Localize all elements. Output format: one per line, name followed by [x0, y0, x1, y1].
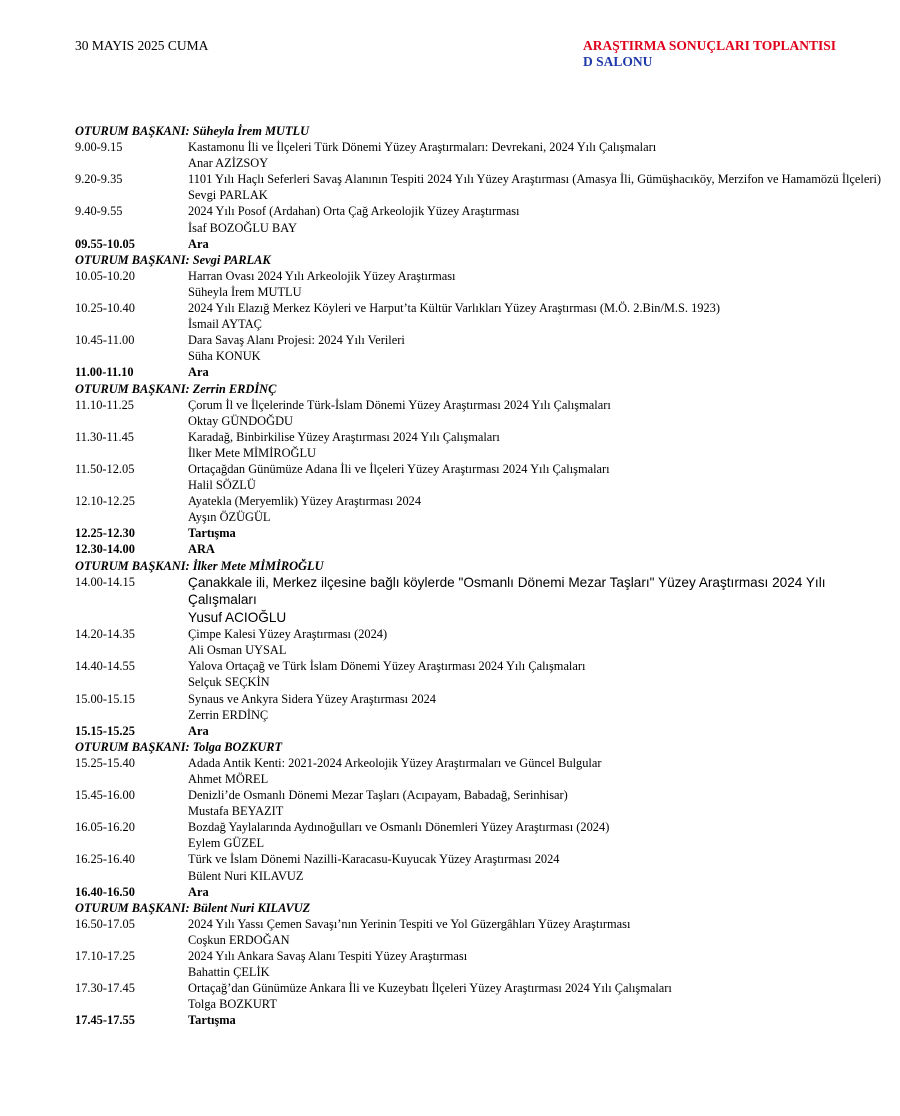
speaker-name: Yusuf ACIOĞLU [188, 609, 287, 625]
break-label-cell [188, 884, 895, 900]
break-row [75, 541, 895, 557]
talk-row [75, 397, 895, 429]
time-slot: 15.15-15.25 [75, 723, 135, 738]
speaker-name: Süheyla İrem MUTLU [188, 284, 302, 299]
talk-title: Synaus ve Ankyra Sidera Yüzey Araştırması 2024 [188, 691, 436, 706]
speaker-name: Mustafa BEYAZIT [188, 804, 284, 819]
break-label: Tartışma [188, 526, 236, 541]
speaker-name: Halil SÖZLÜ [188, 478, 256, 493]
session-chair: OTURUM BAŞKANI: Tolga BOZKURT [75, 739, 283, 754]
speaker-name: Ahmet MÖREL [188, 771, 269, 786]
talk-row [75, 268, 895, 300]
talk-title: Karadağ, Binbirkilise Yüzey Araştırması 2024 Yılı Çalışmaları [188, 429, 500, 444]
speaker-name: Zerrin ERDİNÇ [188, 707, 269, 722]
talk-title: Çanakkale ili, Merkez ilçesine bağlı köylerde "Osmanlı Dönemi Mezar Taşları" Yüzey Araştırması 2024 Yılı Çalışmaları [188, 574, 826, 608]
meeting-title: ARAŞTIRMA SONUÇLARI TOPLANTISI [583, 38, 837, 53]
talk-title: Çorum İl ve İlçelerinde Türk-İslam Dönemi Yüzey Araştırması 2024 Yılı Çalışmaları [188, 397, 611, 412]
talk-title: 2024 Yılı Posof (Ardahan) Orta Çağ Arkeolojik Yüzey Araştırması [188, 204, 520, 219]
program-list [75, 123, 895, 1028]
talk-content [188, 851, 895, 883]
header-right-block [583, 38, 836, 70]
break-label: Ara [188, 723, 209, 738]
talk-title: Türk ve İslam Dönemi Nazilli-Karacasu-Kuyucak Yüzey Araştırması 2024 [188, 852, 560, 867]
talk-content [188, 787, 895, 819]
talk-title: 1101 Yılı Haçlı Seferleri Savaş Alanının Tespiti 2024 Yılı Yüzey Araştırması (Amasya İli, Gümüşhacıköy, Merzifon ve Hamamözü İlçeleri) [188, 172, 882, 187]
talk-content [188, 980, 895, 1012]
break-label-cell [188, 541, 895, 557]
time-slot: 10.25-10.40 [75, 301, 135, 316]
time-slot: 17.45-17.55 [75, 1013, 135, 1028]
hall-name: D SALONU [583, 54, 653, 69]
talk-title: Ayatekla (Meryemlik) Yüzey Araştırması 2024 [188, 494, 422, 509]
talk-title: Denizli’de Osmanlı Dönemi Mezar Taşları (Acıpayam, Babadağ, Serinhisar) [188, 788, 568, 803]
speaker-name: Anar AZİZSOY [188, 156, 269, 171]
time-slot: 17.10-17.25 [75, 949, 135, 963]
time-slot: 9.40-9.55 [75, 204, 123, 219]
talk-row [75, 819, 895, 851]
speaker-name: İsaf BOZOĞLU BAY [188, 220, 297, 235]
break-row [75, 884, 895, 900]
speaker-name: Coşkun ERDOĞAN [188, 932, 290, 947]
talk-title: Ortaçağ’dan Günümüze Ankara İli ve Kuzeybatı İlçeleri Yüzey Araştırması 2024 Yılı Çalışmaları [188, 981, 672, 996]
speaker-name: Bahattin ÇELİK [188, 965, 270, 980]
time-slot: 15.25-15.40 [75, 755, 135, 770]
talk-row [75, 948, 895, 980]
time-slot: 16.05-16.20 [75, 820, 135, 835]
speaker-name: Sevgi PARLAK [188, 188, 268, 203]
session-chair: OTURUM BAŞKANI: Bülent Nuri KILAVUZ [75, 900, 311, 915]
talk-content [188, 300, 895, 332]
talk-title: Adada Antik Kenti: 2021-2024 Arkeolojik Yüzey Araştırmaları ve Güncel Bulgular [188, 755, 602, 770]
talk-content [188, 139, 895, 171]
speaker-name: Eylem GÜZEL [188, 836, 265, 851]
time-slot: 9.20-9.35 [75, 172, 123, 187]
talk-content [188, 171, 895, 203]
header-date: 30 MAYIS 2025 CUMA [75, 38, 209, 53]
break-label: Ara [188, 884, 209, 899]
talk-title: Bozdağ Yaylalarında Aydınoğulları ve Osmanlı Dönemleri Yüzey Araştırması (2024) [188, 820, 610, 835]
time-slot: 17.30-17.45 [75, 981, 135, 996]
talk-row [75, 300, 895, 332]
time-slot: 11.10-11.25 [75, 397, 134, 412]
break-label-cell [188, 525, 895, 541]
speaker-name: Ali Osman UYSAL [188, 643, 287, 658]
time-slot: 16.50-17.05 [75, 916, 135, 931]
talk-row [75, 203, 895, 235]
talk-title: Yalova Ortaçağ ve Türk İslam Dönemi Yüzey Araştırması 2024 Yılı Çalışmaları [188, 659, 586, 674]
talk-content [188, 574, 895, 627]
break-label: ARA [188, 542, 215, 557]
speaker-name: Süha KONUK [188, 349, 261, 364]
time-slot: 09.55-10.05 [75, 236, 135, 251]
session-chair: OTURUM BAŞKANI: İlker Mete MİMİROĞLU [75, 558, 324, 573]
talk-row [75, 493, 895, 525]
talk-row [75, 139, 895, 171]
time-slot: 16.40-16.50 [75, 884, 135, 899]
time-slot: 9.00-9.15 [75, 140, 123, 155]
talk-title: 2024 Yılı Yassı Çemen Savaşı’nın Yerinin Tespiti ve Yol Güzergâhları Yüzey Araştırması [188, 916, 631, 931]
talk-content [188, 916, 895, 948]
talk-row [75, 626, 895, 658]
speaker-name: İlker Mete MİMİROĞLU [188, 445, 317, 460]
talk-content [188, 493, 895, 525]
talk-row [75, 916, 895, 948]
break-label-cell [188, 1012, 895, 1028]
talk-title: Harran Ovası 2024 Yılı Arkeolojik Yüzey Araştırması [188, 268, 456, 283]
time-slot: 14.20-14.35 [75, 627, 135, 642]
talk-row [75, 980, 895, 1012]
talk-title: 2024 Yılı Ankara Savaş Alanı Tespiti Yüzey Araştırması [188, 949, 468, 963]
time-slot: 14.40-14.55 [75, 659, 135, 674]
speaker-name: Selçuk SEÇKİN [188, 675, 270, 690]
talk-row [75, 787, 895, 819]
talk-content [188, 429, 895, 461]
break-row [75, 525, 895, 541]
talk-row [75, 851, 895, 883]
talk-content [188, 948, 895, 980]
time-slot: 11.50-12.05 [75, 461, 135, 476]
time-slot: 12.10-12.25 [75, 494, 135, 509]
talk-row [75, 461, 895, 493]
talk-content [188, 461, 895, 493]
talk-row [75, 574, 895, 627]
talk-title: Ortaçağdan Günümüze Adana İli ve İlçeleri Yüzey Araştırması 2024 Yılı Çalışmaları [188, 461, 610, 476]
speaker-name: İsmail AYTAÇ [188, 317, 262, 332]
time-slot: 14.00-14.15 [75, 574, 135, 589]
talk-content [188, 268, 895, 300]
break-row [75, 364, 895, 380]
talk-content [188, 332, 895, 364]
talk-content [188, 658, 895, 690]
speaker-name: Bülent Nuri KILAVUZ [188, 868, 304, 883]
talk-content [188, 755, 895, 787]
talk-row [75, 332, 895, 364]
talk-content [188, 203, 895, 235]
break-label-cell [188, 364, 895, 380]
break-row [75, 236, 895, 252]
session-chair: OTURUM BAŞKANI: Zerrin ERDİNÇ [75, 381, 277, 396]
talk-content [188, 626, 895, 658]
time-slot: 11.30-11.45 [75, 429, 134, 444]
talk-content [188, 819, 895, 851]
session-chair: OTURUM BAŞKANI: Sevgi PARLAK [75, 252, 271, 267]
session-chair: OTURUM BAŞKANI: Süheyla İrem MUTLU [75, 124, 310, 138]
talk-content [188, 691, 895, 723]
break-label: Ara [188, 365, 209, 380]
break-label: Ara [188, 236, 209, 251]
time-slot: 15.45-16.00 [75, 788, 135, 803]
time-slot: 15.00-15.15 [75, 691, 135, 706]
talk-row [75, 755, 895, 787]
time-slot: 10.45-11.00 [75, 333, 135, 348]
break-label-cell [188, 236, 895, 252]
talk-row [75, 171, 895, 203]
break-label: Tartışma [188, 1013, 236, 1028]
break-row [75, 723, 895, 739]
talk-content [188, 397, 895, 429]
break-label-cell [188, 723, 895, 739]
talk-title: Kastamonu İli ve İlçeleri Türk Dönemi Yüzey Araştırmaları: Devrekani, 2024 Yılı Çalışmaları [188, 140, 657, 155]
break-row [75, 1012, 895, 1028]
talk-row [75, 658, 895, 690]
time-slot: 12.25-12.30 [75, 526, 135, 541]
time-slot: 11.00-11.10 [75, 365, 134, 380]
talk-title: 2024 Yılı Elazığ Merkez Köyleri ve Harput’ta Kültür Varlıkları Yüzey Araştırması (M.Ö. 2.Bin/M.S. 1923) [188, 301, 721, 316]
talk-row [75, 429, 895, 461]
talk-title: Çimpe Kalesi Yüzey Araştırması (2024) [188, 627, 388, 642]
talk-title: Dara Savaş Alanı Projesi: 2024 Yılı Verileri [188, 333, 405, 348]
speaker-name: Tolga BOZKURT [188, 997, 277, 1012]
talk-row [75, 691, 895, 723]
speaker-name: Oktay GÜNDOĞDU [188, 413, 293, 428]
time-slot: 12.30-14.00 [75, 542, 135, 557]
time-slot: 16.25-16.40 [75, 852, 135, 867]
speaker-name: Ayşın ÖZÜGÜL [188, 510, 271, 525]
time-slot: 10.05-10.20 [75, 268, 135, 283]
